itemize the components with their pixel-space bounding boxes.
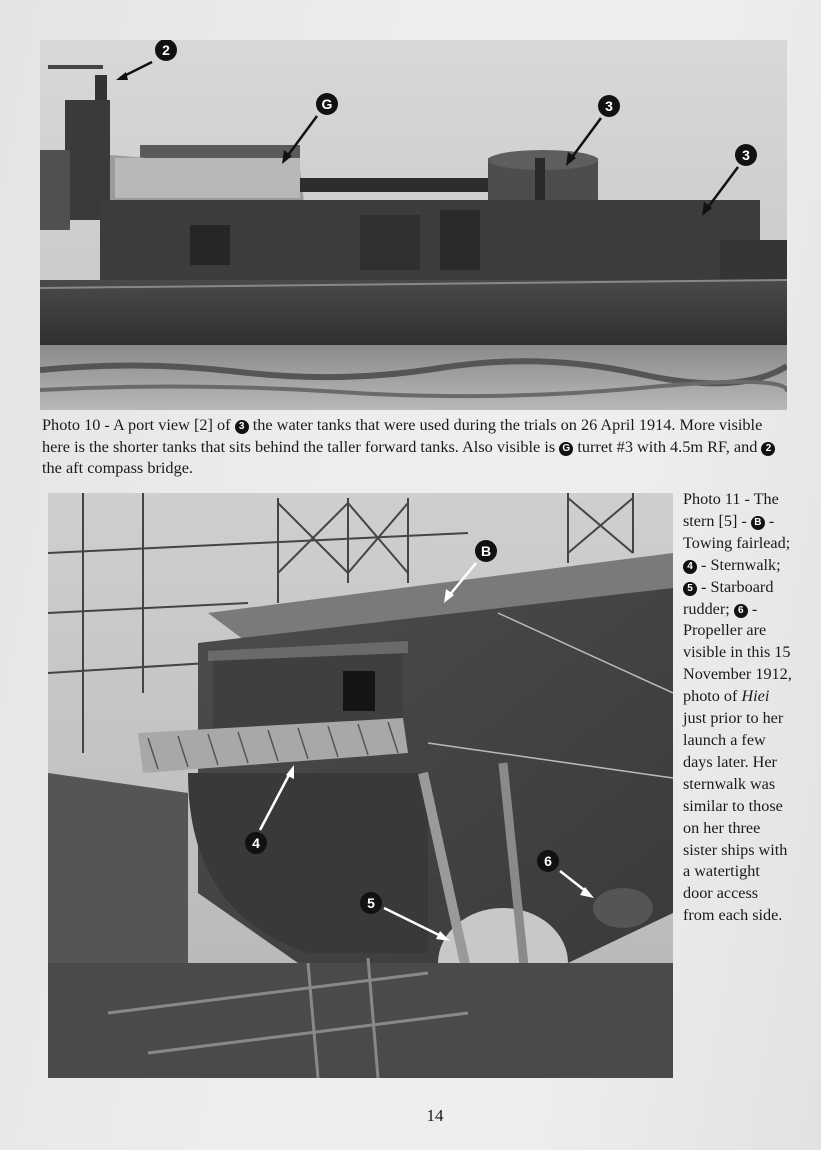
- caption-text: the aft compass bridge.: [42, 458, 194, 477]
- photo-10-caption: [42, 414, 787, 479]
- caption-text: - Towing fairlead;: [683, 511, 791, 552]
- callout-label: 3: [605, 98, 613, 114]
- page-number: 14: [426, 1106, 444, 1125]
- caption-text: - Starboard rudder;: [683, 577, 774, 618]
- callout-label: 5: [367, 895, 375, 911]
- badge-g: G: [559, 442, 573, 456]
- badge-b: B: [751, 516, 765, 530]
- callout-label: 3: [742, 147, 750, 163]
- caption-text: Photo 11 - The stern [5] -: [683, 490, 779, 530]
- callout-label: 4: [252, 835, 260, 851]
- caption-text: - Propeller are visible in this 15 November 1912, photo of: [683, 599, 792, 706]
- caption-text: - Sternwalk;: [697, 555, 781, 574]
- caption-text: the water tanks that were used during the trials on 26 April 1914. More visible here is the shorter tanks that sits behind the taller forward tanks. Also visible is: [42, 415, 763, 456]
- badge-5: 5: [683, 582, 697, 596]
- caption-text: just prior to her launch a few days later. Her sternwalk was similar to those on her three sister ships with a watertight door access from each side.: [683, 709, 788, 925]
- photo-11-stern-view: [48, 493, 673, 1078]
- photo-11-caption: [683, 489, 793, 927]
- badge-2: 2: [761, 442, 775, 456]
- badge-4: 4: [683, 560, 697, 574]
- badge-3: 3: [235, 420, 249, 434]
- photo-10-port-view: [40, 40, 787, 410]
- badge-6: 6: [734, 604, 748, 618]
- callout-label: 2: [162, 42, 170, 58]
- callout-label: B: [480, 543, 492, 559]
- callout-label: 6: [544, 853, 552, 869]
- callout-label: G: [321, 96, 333, 112]
- ship-name: Hiei: [741, 687, 770, 706]
- caption-text: turret #3 with 4.5m RF, and: [573, 436, 762, 456]
- caption-text: Photo 10 - A port view [2] of: [42, 415, 235, 434]
